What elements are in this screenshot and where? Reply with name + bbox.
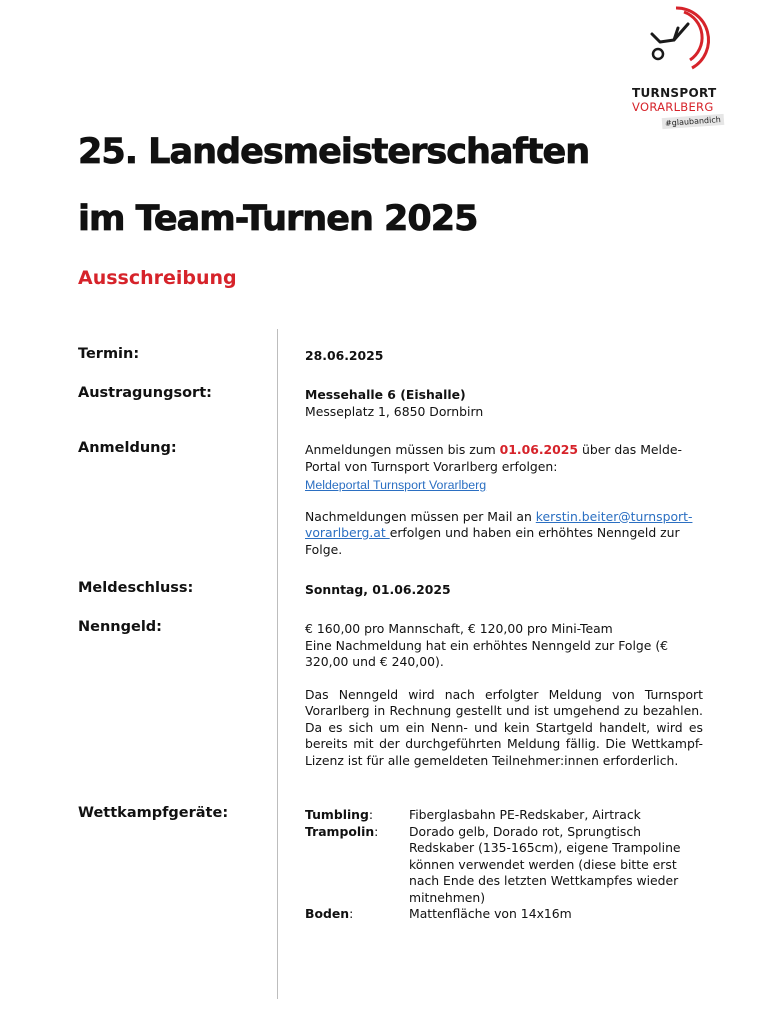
- geraet-label-boden: [305, 906, 405, 923]
- geraet-label-trampolin: [305, 824, 405, 841]
- gymnast-icon: [644, 6, 714, 78]
- geraet-text-trampolin: Dorado gelb, Dorado rot, Sprungtisch Redskaber (135-165cm), eigene Trampoline können verwendet werden (diese bitte erst nach Ende des letzten Wettkampfes wieder mitnehmen): [409, 823, 681, 905]
- geraet-row-boden: [305, 906, 703, 923]
- nachmeldung-text-a: Nachmeldungen müssen per Mail an: [305, 508, 536, 524]
- email-link[interactable]: kerstin.beiter@turnsport-vorarlberg.at: [305, 508, 693, 540]
- nenngeld-paragraph: Das Nenngeld wird nach erfolgter Meldung von Turnsport Vorarlberg in Rechnung gestellt und ist umgehend zu bezahlen. Da es sich um ein Nenn- und kein Startgeld handelt, wird es bereits mit der durchgeführten Meldung fällig. Die Wettkampf-Lizenz ist für alle gemeldeten Teilnehmer:innen erforderlich.: [305, 686, 703, 768]
- geraet-sep-trampolin: :: [374, 823, 379, 839]
- label-meldeschluss: Meldeschluss:: [78, 580, 194, 596]
- geraet-row-trampolin: [305, 824, 703, 907]
- label-anmeldung: Anmeldung:: [78, 440, 177, 456]
- label-nenngeld: Nenngeld:: [78, 619, 162, 635]
- geraet-row-tumbling: [305, 807, 703, 824]
- title-line-2: im Team-Turnen 2025: [78, 199, 478, 239]
- deadline-date: 01.06.2025: [499, 442, 579, 457]
- geraet-name-trampolin: Trampolin: [305, 823, 375, 839]
- turnsport-logo: [628, 6, 732, 130]
- value-austragungsort: [305, 387, 703, 420]
- column-divider: [277, 329, 278, 999]
- geraet-name-boden: Boden: [305, 906, 350, 921]
- value-meldeschluss: Sonntag, 01.06.2025: [305, 582, 451, 597]
- logo-text-turnsport: TURNSPORT: [632, 86, 717, 100]
- logo-hashtag: #glaubandich: [662, 114, 724, 129]
- title-line-1: 25. Landesmeisterschaften: [78, 132, 590, 172]
- value-nenngeld: [305, 621, 703, 769]
- value-termin: 28.06.2025: [305, 348, 384, 363]
- geraet-text-tumbling: Fiberglasbahn PE-Redskaber, Airtrack: [409, 807, 641, 822]
- anmeldung-text: [305, 442, 703, 475]
- label-termin: Termin:: [78, 346, 140, 362]
- anmeldung-text-a: Anmeldungen müssen bis zum: [305, 442, 500, 457]
- anmeldung-text-b: über das Melde-Portal von Turnsport Vorarlberg erfolgen:: [305, 442, 682, 474]
- value-anmeldung: [305, 442, 703, 558]
- venue-address: Messeplatz 1, 6850 Dornbirn: [305, 403, 484, 419]
- nachmeldung-text-b: erfolgen und haben ein erhöhtes Nenngeld zur Folge.: [305, 525, 680, 557]
- geraet-text-boden: Mattenfläche von 14x16m: [409, 906, 572, 921]
- label-wettkampfgeraete: Wettkampfgeräte:: [78, 805, 229, 821]
- venue-name: Messehalle 6 (Eishalle): [305, 387, 466, 402]
- nachmeldung-text: [305, 509, 703, 559]
- logo-text-vorarlberg: VORARLBERG: [632, 100, 714, 114]
- geraet-name-tumbling: Tumbling: [305, 807, 369, 822]
- geraet-sep-tumbling: :: [368, 807, 374, 822]
- subtitle: Ausschreibung: [78, 267, 237, 289]
- value-wettkampfgeraete: [305, 807, 703, 923]
- geraet-label-tumbling: [305, 807, 405, 824]
- label-austragungsort: Austragungsort:: [78, 385, 212, 401]
- nenngeld-line-2: Eine Nachmeldung hat ein erhöhtes Nenngeld zur Folge (€ 320,00 und € 240,00).: [305, 637, 669, 669]
- nenngeld-line-1: € 160,00 pro Mannschaft, € 120,00 pro Mini-Team: [305, 621, 613, 636]
- geraet-sep-boden: :: [349, 906, 354, 921]
- meldeportal-link[interactable]: Meldeportal Turnsport Vorarlberg: [305, 478, 487, 492]
